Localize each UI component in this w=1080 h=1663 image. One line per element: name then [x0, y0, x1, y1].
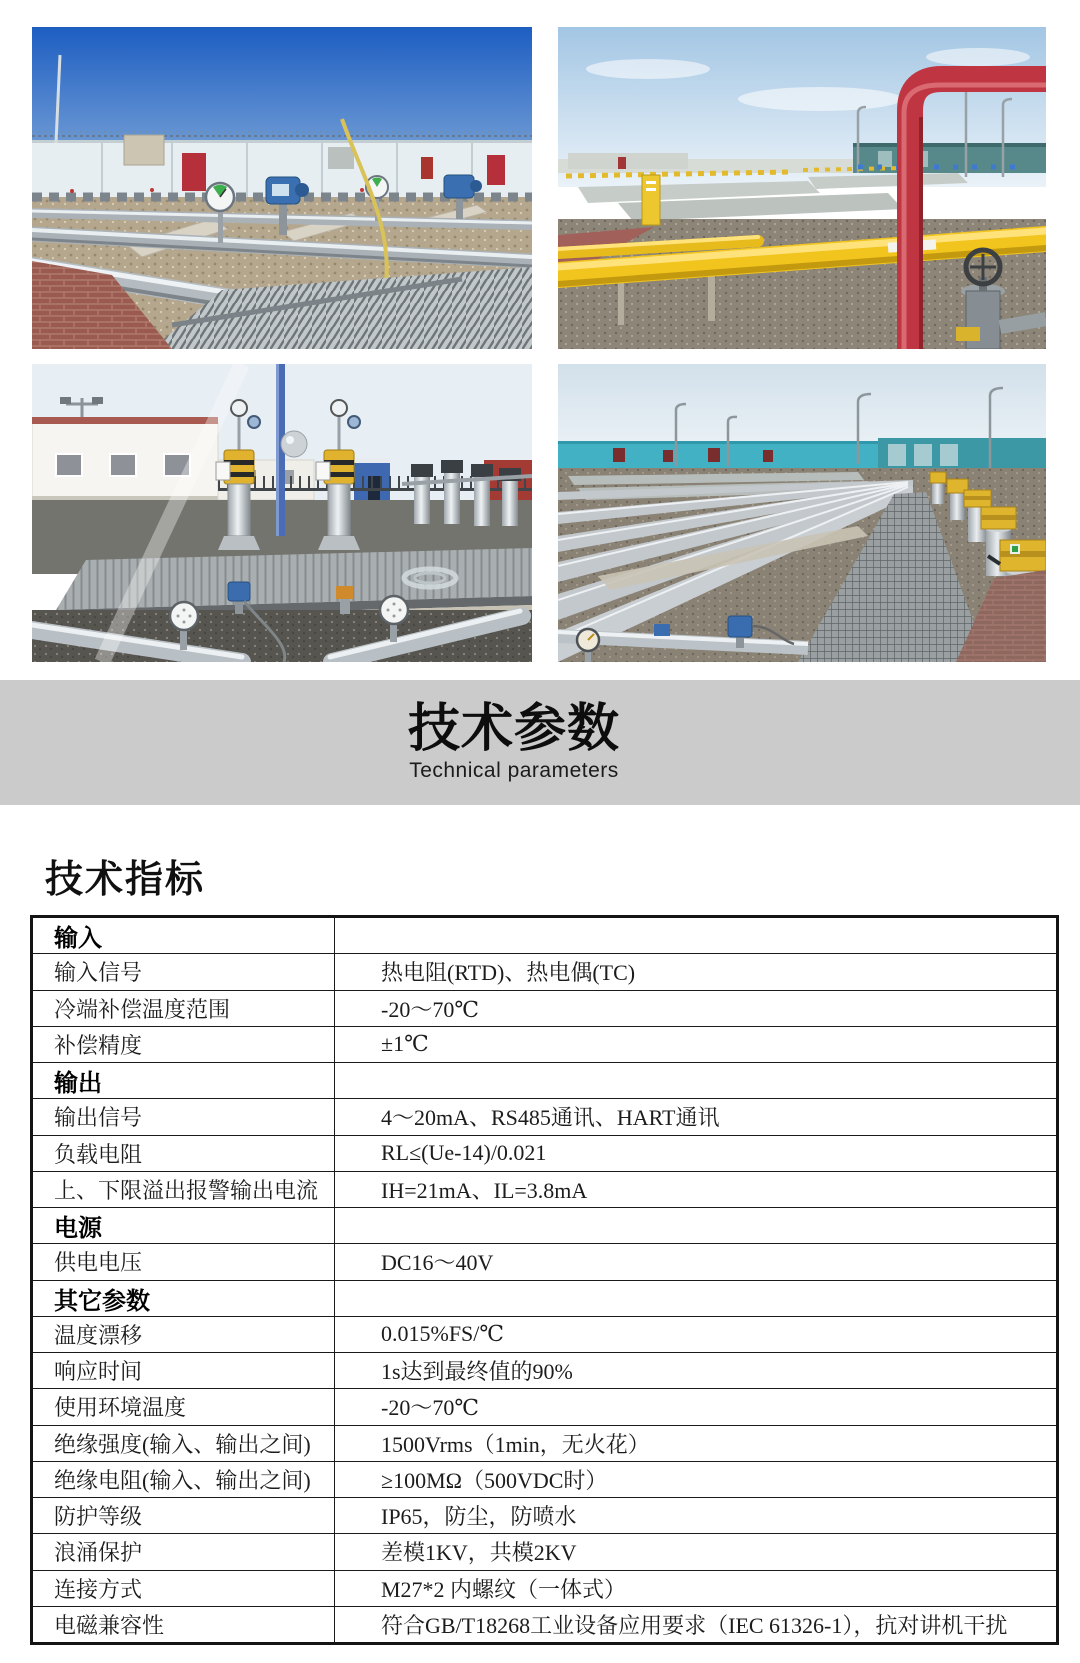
table-row — [33, 918, 1056, 953]
table-row — [33, 1497, 1056, 1533]
spec-value — [335, 1063, 1056, 1098]
table-row — [33, 1280, 1056, 1316]
table-row — [33, 1388, 1056, 1424]
spec-label: 冷端补偿温度范围 — [33, 991, 335, 1026]
spec-label: 补偿精度 — [33, 1027, 335, 1062]
spec-label: 温度漂移 — [33, 1317, 335, 1352]
spec-value: 热电阻(RTD)、热电偶(TC) — [381, 960, 636, 986]
spec-value — [335, 1208, 1056, 1243]
spec-label: 电磁兼容性 — [33, 1607, 335, 1642]
spec-value: 1500Vrms（1min，无火花） — [381, 1431, 650, 1457]
sign-board — [642, 175, 660, 225]
table-row — [33, 1425, 1056, 1461]
spec-value: 差模1KV，共模2KV — [381, 1540, 577, 1566]
table-row — [33, 1606, 1056, 1642]
spec-label: 连接方式 — [33, 1571, 335, 1606]
spec-label: 输入 — [33, 918, 335, 953]
spec-table — [30, 915, 1059, 1645]
table-row — [33, 953, 1056, 989]
blue-pole-highlight — [276, 364, 279, 536]
spec-label: 浪涌保护 — [33, 1534, 335, 1569]
banner-title-cn: 技术参数 — [407, 699, 620, 758]
spec-label: 输出 — [33, 1063, 335, 1098]
spec-value: IH=21mA、IL=3.8mA — [381, 1177, 588, 1203]
table-row — [33, 1135, 1056, 1171]
spec-value: DC16～40V — [381, 1250, 494, 1276]
spec-label: 绝缘强度(输入、输出之间) — [33, 1426, 335, 1461]
table-row — [33, 1098, 1056, 1134]
spec-value: IP65，防尘，防喷水 — [381, 1504, 577, 1530]
spec-value: ≥100MΩ（500VDC时） — [381, 1467, 608, 1493]
table-row — [33, 1171, 1056, 1207]
table-row — [33, 1207, 1056, 1243]
photo-metering-platform-instruments — [32, 364, 532, 662]
spec-value: ±1℃ — [381, 1031, 429, 1057]
spec-value: RL≤(Ue-14)/0.021 — [381, 1140, 547, 1166]
spec-value: M27*2 内螺纹（一体式） — [381, 1576, 627, 1602]
table-row — [33, 1243, 1056, 1279]
section-banner — [0, 680, 1080, 805]
table-row — [33, 1570, 1056, 1606]
spec-value — [335, 918, 1056, 953]
spec-value: 符合GB/T18268工业设备应用要求（IEC 61326-1），抗对讲机干扰 — [381, 1612, 1008, 1638]
sphere-tank — [281, 431, 307, 457]
spec-label: 输出信号 — [33, 1099, 335, 1134]
sphere-highlight — [286, 436, 294, 444]
table-row — [33, 990, 1056, 1026]
spec-label: 响应时间 — [33, 1353, 335, 1388]
banner-title-en: Technical parameters — [409, 759, 619, 783]
table-row — [33, 1062, 1056, 1098]
photo-pipe-rows-actuators — [558, 364, 1046, 662]
spec-label: 上、下限溢出报警输出电流 — [33, 1172, 335, 1207]
spec-label: 输入信号 — [33, 954, 335, 989]
spec-label: 防护等级 — [33, 1498, 335, 1533]
table-row — [33, 1352, 1056, 1388]
photo-yellow-pipeline-red-riser — [558, 27, 1046, 349]
spec-label: 绝缘电阻(输入、输出之间) — [33, 1462, 335, 1497]
spec-value: 1s达到最终值的90% — [381, 1359, 573, 1385]
table-row — [33, 1461, 1056, 1497]
spec-value: 0.015%FS/℃ — [381, 1321, 505, 1347]
red-door — [182, 153, 206, 191]
spec-value: 4～20mA、RS485通讯、HART通讯 — [381, 1105, 720, 1131]
spec-label: 供电电压 — [33, 1244, 335, 1279]
spec-label: 电源 — [33, 1208, 335, 1243]
table-row — [33, 1026, 1056, 1062]
spec-label: 使用环境温度 — [33, 1389, 335, 1424]
banner-text-block — [407, 699, 620, 783]
spec-heading: 技术指标 — [45, 859, 206, 901]
table-row — [33, 1316, 1056, 1352]
cyan-wall — [558, 438, 1046, 472]
spec-value: -20～70℃ — [381, 1395, 479, 1421]
spec-value: -20～70℃ — [381, 996, 479, 1022]
table-row — [33, 1533, 1056, 1569]
photo-pipeline-transmitters — [32, 27, 532, 349]
spec-label: 其它参数 — [33, 1281, 335, 1316]
spec-value — [335, 1281, 1056, 1316]
spec-label: 负载电阻 — [33, 1136, 335, 1171]
